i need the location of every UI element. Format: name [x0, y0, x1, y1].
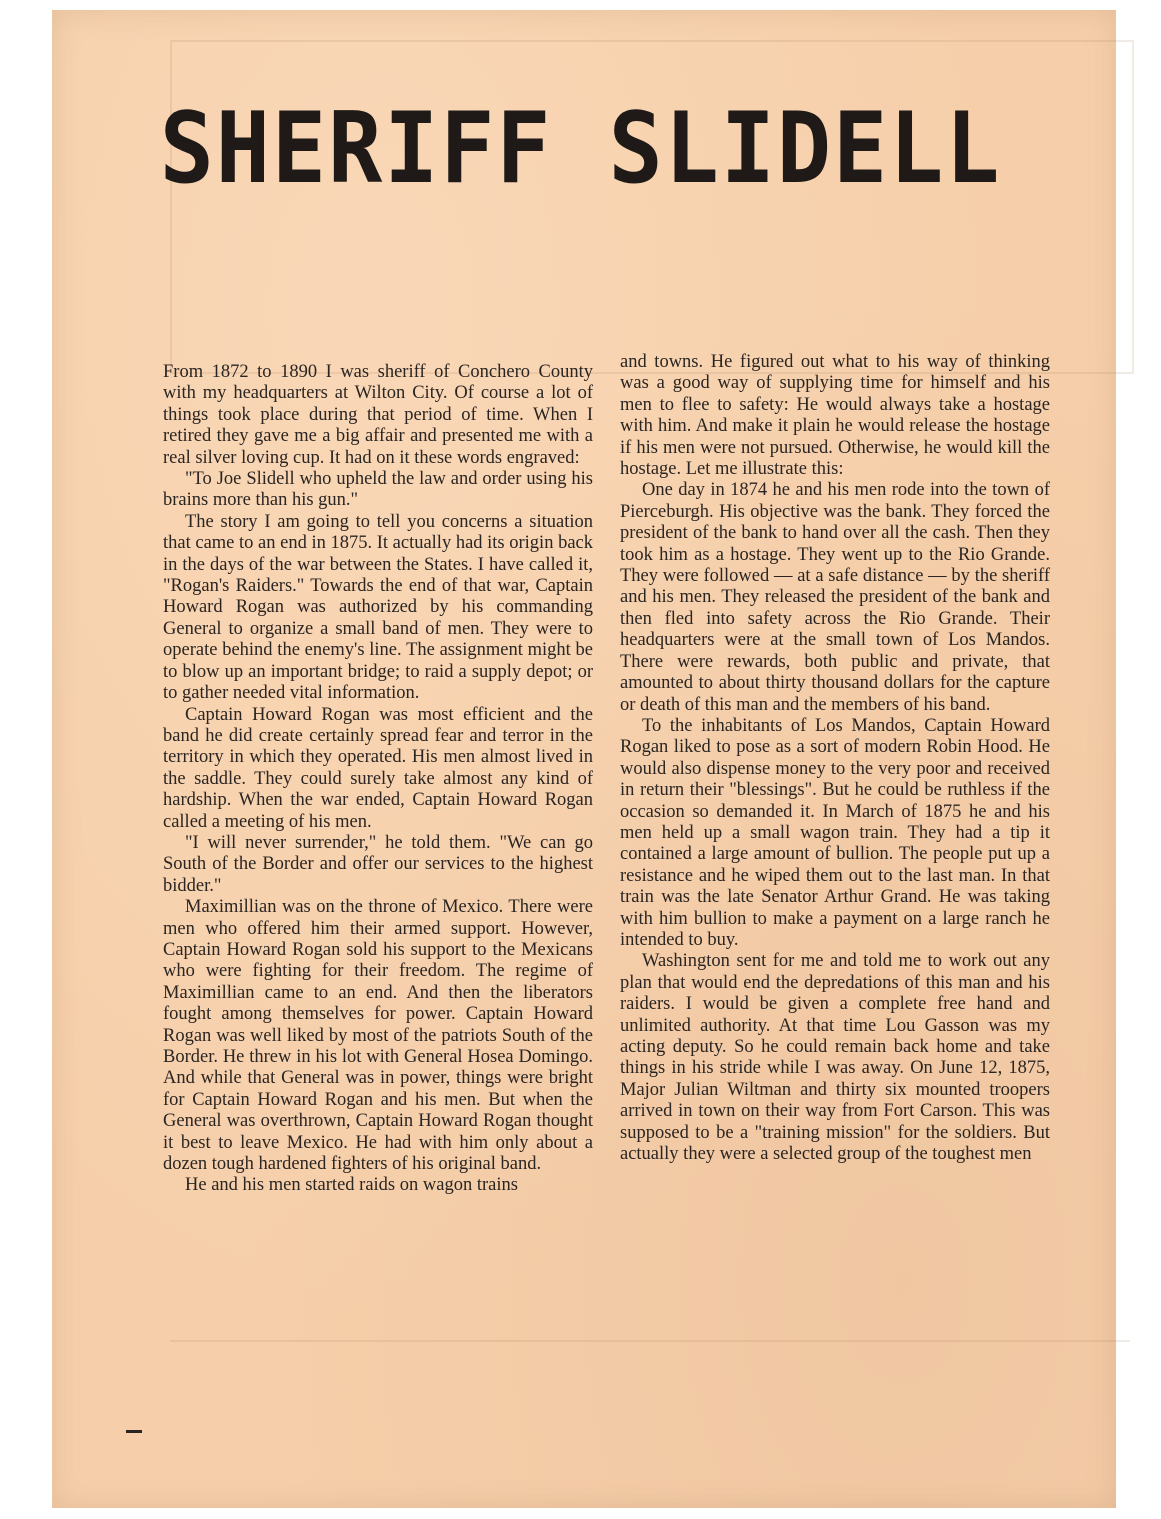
paragraph: Maximillian was on the throne of Mexico. There were men who offered him their armed support. However, Captain Howard Rogan sold his support to the Mexicans who were fighting for their freedom. The regime of Maximillian came to an end. And then the liberators fought among themselves for power. Captain Howard Rogan was well liked by most of the patriots South of the Border. He threw in his lot with General Hosea Domingo. And while that General was in power, things were bright for Captain Howard Rogan and his men. But when the General was overthrown, Captain Howard Rogan thought it best to leave Mexico. He had with him only about a dozen tough hardened fighters of his original band. [163, 897, 593, 1175]
paragraph: Washington sent for me and told me to work out any plan that would end the depredations of this man and his raiders. I would be given a complete free hand and unlimited authority. At that time Lou Gasson was my acting deputy. So he could remain back home and take things in his stride while I was away. On June 12, 1875, Major Julian Wiltman and thirty six mounted troopers arrived in town on their way from Fort Carson. This was supposed to be a "training mission" for the soldiers. But actually they were a selected group of the toughest men [620, 951, 1050, 1165]
show-through-comic-panels [170, 40, 1134, 374]
show-through-comic-strip [170, 1340, 1130, 1402]
paragraph: From 1872 to 1890 I was sheriff of Conchero County with my headquarters at Wilton City. Of course a lot of things took place during that period of time. When I retired they gave me a big affair and presented me with a real silver loving cup. It had on it these words engraved: [163, 362, 593, 468]
paragraph: Captain Howard Rogan was most efficient and the band he did create certainly spread fear and terror in the territory in which they operated. His men almost lived in the saddle. They could surely take almost any kind of hardship. When the war ended, Captain Howard Rogan called a meeting of his men. [163, 704, 593, 832]
ink-mark [126, 1430, 142, 1433]
paragraph: "I will never surrender," he told them. "We can go South of the Border and offer our services to the highest bidder." [163, 832, 593, 896]
left-column [163, 362, 593, 1197]
paragraph: One day in 1874 he and his men rode into the town of Pierceburgh. His objective was the bank. They forced the president of the bank to hand over all the cash. Then they took him as a hostage. They went up to the Rio Grande. They were followed — at a safe distance — by the sheriff and his men. They released the president of the bank and then fled into safety across the Rio Grande. Their headquarters were at the small town of Los Mandos. There were rewards, both public and private, that amounted to about thirty thousand dollars for the capture or death of this man and the members of his band. [620, 480, 1050, 715]
paragraph: and towns. He figured out what to his way of thinking was a good way of supplying time for himself and his men to flee to safety: He would always take a hostage with him. And make it plain he would release the hostage if his men were not pursued. Otherwise, he would kill the hostage. Let me illustrate this: [620, 352, 1050, 480]
paragraph: "To Joe Slidell who upheld the law and order using his brains more than his gun." [163, 469, 593, 511]
paragraph: To the inhabitants of Los Mandos, Captain Howard Rogan liked to pose as a sort of modern Robin Hood. He would also dispense money to the very poor and received in return their "blessings". But he could be ruthless if the occasion so demanded it. In March of 1875 he and his men held up a small wagon train. They had a tip it contained a large amount of bullion. The people put up a resistance and he wiped them out to the last man. In that train was the late Senator Arthur Grand. He was taking with him bullion to make a payment on a large ranch he intended to buy. [620, 715, 1050, 950]
paragraph: He and his men started raids on wagon trains [185, 1175, 518, 1196]
right-column [620, 352, 1050, 1165]
page-title: SHERIFF SLIDELL [159, 92, 1002, 206]
paragraph: The story I am going to tell you concerns a situation that came to an end in 1875. It actually had its origin back in the days of the war between the States. I have called it, "Rogan's Raiders." Towards the end of that war, Captain Howard Rogan was authorized by his commanding General to organize a small band of men. They were to operate behind the enemy's line. The assignment might be to blow up an important bridge; to raid a supply depot; or to gather needed vital information. [163, 511, 593, 704]
